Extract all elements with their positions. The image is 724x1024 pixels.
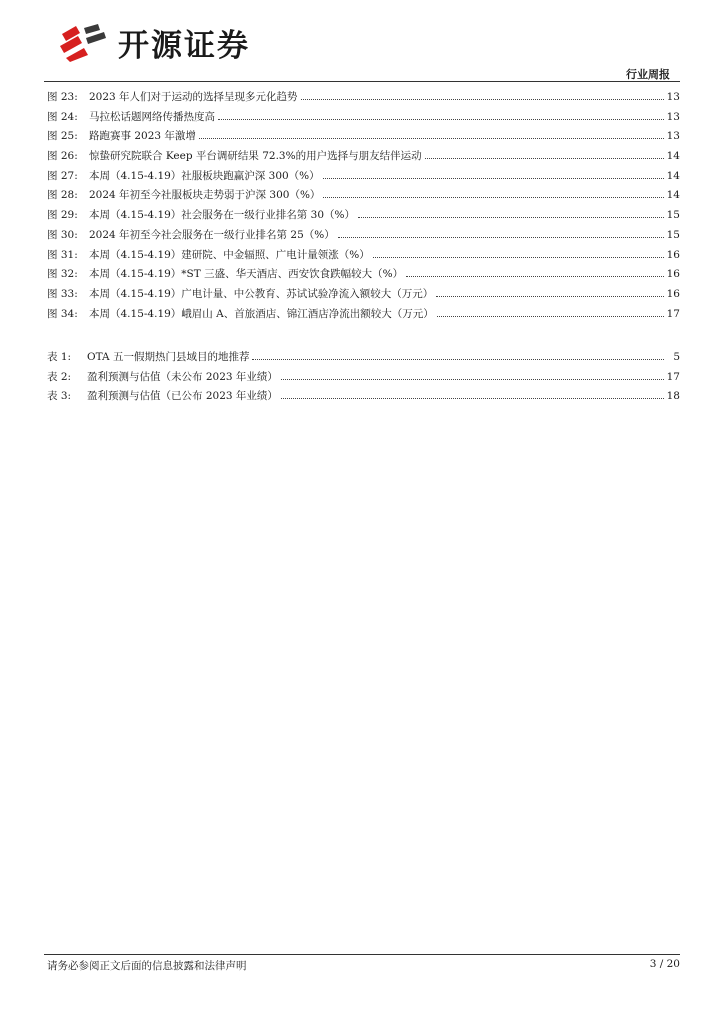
table-entry-title: 盈利预测与估值（已公布 2023 年业绩）: [87, 390, 278, 403]
figure-entry-label: 图 23:: [47, 91, 78, 103]
table-entry-page: 5: [673, 351, 680, 363]
figure-entry-label: 图 29:: [47, 209, 78, 222]
table-entry-label: 表 1:: [47, 351, 72, 363]
dot-leader: [425, 157, 664, 159]
figure-entry-label: 图 33:: [47, 287, 78, 300]
figure-entry-label: 图 28:: [47, 189, 78, 202]
figure-entry[interactable]: [47, 265, 680, 285]
dot-leader: [218, 118, 664, 120]
figure-entry-page: 15: [666, 209, 680, 222]
table-entry-label: 表 2:: [47, 370, 72, 383]
figure-entry[interactable]: [47, 186, 680, 206]
figure-entry-label: 图 26:: [47, 150, 78, 163]
figure-entry[interactable]: [47, 206, 680, 226]
figure-list: [47, 88, 680, 324]
figure-entry-page: 14: [666, 189, 680, 202]
figure-entry-title: 本周（4.15-4.19）建研院、中金辐照、广电计量领涨（%）: [89, 248, 370, 261]
figure-entry-title: 本周（4.15-4.19）社服板块跑赢沪深 300（%）: [89, 169, 320, 182]
figure-entry-page: 13: [666, 91, 680, 103]
dot-leader: [338, 236, 664, 238]
dot-leader: [281, 378, 664, 380]
figure-entry[interactable]: [47, 108, 680, 128]
page-number: 3 / 20: [649, 958, 680, 970]
figure-entry-page: 13: [666, 130, 680, 143]
figure-entry-label: 图 31:: [47, 248, 78, 261]
table-entry-title: OTA 五一假期热门县域目的地推荐: [87, 351, 250, 363]
table-entry-label: 表 3:: [47, 390, 72, 403]
footer-divider: [44, 954, 680, 955]
dot-leader: [252, 358, 664, 360]
figure-entry-title: 路跑赛事 2023 年激增: [89, 130, 196, 143]
figure-entry[interactable]: [47, 226, 680, 246]
figure-entry-label: 图 30:: [47, 228, 78, 241]
figure-entry-label: 图 32:: [47, 268, 78, 281]
dot-leader: [358, 216, 664, 218]
figure-entry-label: 图 25:: [47, 130, 78, 143]
figure-entry[interactable]: [47, 88, 680, 108]
figure-entry-title: 本周（4.15-4.19）峨眉山 A、首旅酒店、锦江酒店净流出额较大（万元）: [89, 307, 434, 320]
page-header: [0, 0, 724, 82]
kaiyuan-securities-logo-icon: [58, 22, 108, 62]
brand-logo: [58, 20, 250, 64]
figure-entry-label: 图 27:: [47, 169, 78, 182]
table-entry[interactable]: [47, 368, 680, 388]
figure-entry[interactable]: [47, 246, 680, 266]
figure-entry-title: 本周（4.15-4.19）*ST 三盛、华天酒店、西安饮食跌幅较大（%）: [89, 268, 404, 281]
brand-name: 开源证券: [118, 27, 250, 64]
figure-entry-title: 本周（4.15-4.19）广电计量、中公教育、苏试试验净流入额较大（万元）: [89, 287, 434, 300]
dot-leader: [199, 137, 664, 139]
figure-entry-page: 16: [666, 287, 680, 300]
figure-entry-title: 本周（4.15-4.19）社会服务在一级行业排名第 30（%）: [89, 209, 355, 222]
figure-entry-title: 2024 年初至今社服板块走势弱于沪深 300（%）: [89, 189, 321, 202]
figure-entry-page: 13: [666, 110, 680, 123]
figure-entry-page: 17: [666, 307, 680, 320]
dot-leader: [281, 397, 664, 399]
table-entry[interactable]: [47, 348, 680, 368]
figure-entry-title: 2023 年人们对于运动的选择呈现多元化趋势: [89, 91, 298, 103]
table-entry-title: 盈利预测与估值（未公布 2023 年业绩）: [87, 370, 278, 383]
report-type: 行业周报: [626, 68, 670, 81]
table-entry-page: 17: [666, 370, 680, 383]
figure-entry-page: 16: [666, 268, 680, 281]
dot-leader: [323, 177, 664, 179]
table-entry-page: 18: [666, 390, 680, 403]
figure-entry-page: 14: [666, 169, 680, 182]
dot-leader: [301, 98, 664, 100]
dot-leader: [373, 256, 664, 258]
table-list: [47, 348, 680, 407]
figure-entry-label: 图 24:: [47, 110, 78, 123]
figure-entry-title: 惊蛰研究院联合 Keep 平台调研结果 72.3%的用户选择与朋友结伴运动: [89, 150, 422, 163]
dot-leader: [437, 315, 664, 317]
figure-entry[interactable]: [47, 167, 680, 187]
figure-entry-page: 16: [666, 248, 680, 261]
footer-disclaimer: 请务必参阅正文后面的信息披露和法律声明: [47, 960, 247, 972]
figure-entry-title: 2024 年初至今社会服务在一级行业排名第 25（%）: [89, 228, 335, 241]
figure-entry[interactable]: [47, 285, 680, 305]
figure-entry-page: 14: [666, 150, 680, 163]
dot-leader: [323, 196, 664, 198]
figure-entry-title: 马拉松话题网络传播热度高: [89, 110, 215, 123]
figure-entry[interactable]: [47, 305, 680, 325]
figure-entry[interactable]: [47, 147, 680, 167]
header-divider: [44, 81, 680, 82]
table-entry[interactable]: [47, 387, 680, 407]
figure-entry-page: 15: [666, 228, 680, 241]
dot-leader: [406, 275, 664, 277]
dot-leader: [436, 295, 664, 297]
figure-entry-label: 图 34:: [47, 307, 78, 320]
figure-entry[interactable]: [47, 127, 680, 147]
